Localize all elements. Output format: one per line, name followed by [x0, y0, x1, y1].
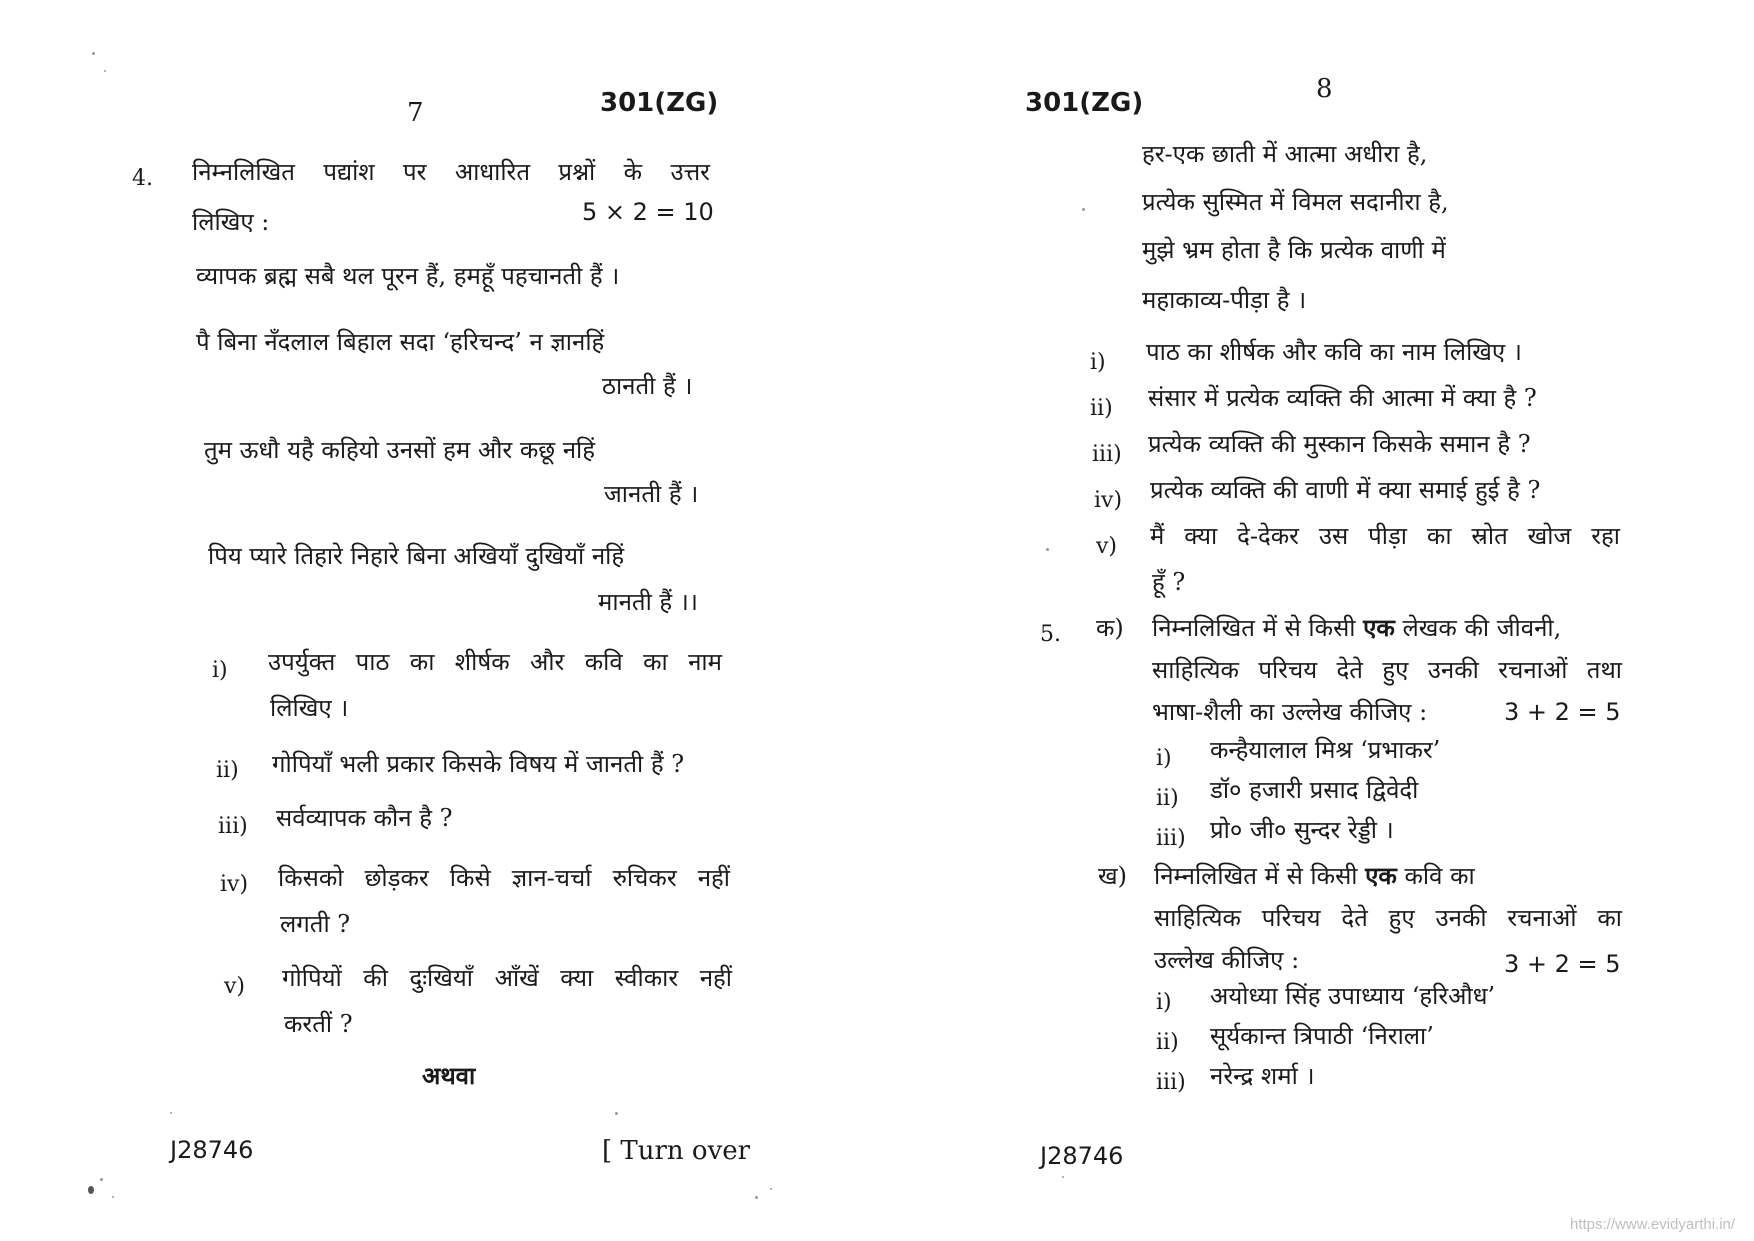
- subquestion-text: संसार में प्रत्येक व्यक्ति की आत्मा में क्या है ?: [1148, 384, 1537, 412]
- subquestion-text: पाठ का शीर्षक और कवि का नाम लिखिए ।: [1146, 338, 1522, 366]
- subquestion-number: i): [1090, 350, 1106, 375]
- page-number: 7: [407, 98, 424, 128]
- subquestion-text-cont: लिखिए ।: [270, 694, 349, 722]
- marks: 3 + 2 = 5: [1504, 950, 1621, 978]
- question-number: 5.: [1040, 622, 1061, 647]
- question-instruction-cont: लिखिए :: [192, 208, 270, 236]
- option-number: iii): [1156, 826, 1186, 851]
- subquestion-text: मैं क्या दे-देकर उस पीड़ा का स्रोत खोज रहा: [1150, 522, 1620, 550]
- poem-line: महाकाव्य-पीड़ा है ।: [1142, 286, 1307, 314]
- question-number: 4.: [132, 166, 153, 191]
- subquestion-number: v): [1096, 534, 1118, 559]
- poem-line: हर-एक छाती में आत्मा अधीरा है,: [1142, 140, 1428, 168]
- or-label: अथवा: [422, 1061, 476, 1090]
- poem-line: पिय प्यारे तिहारे निहारे बिना अखियाँ दुखियाँ नहिं: [208, 542, 625, 570]
- part-text-cont: भाषा-शैली का उल्लेख कीजिए :: [1152, 698, 1428, 726]
- footer-code: J28746: [170, 1136, 254, 1164]
- subquestion-text: प्रत्येक व्यक्ति की वाणी में क्या समाई हुई है ?: [1150, 476, 1541, 504]
- subquestion-text: उपर्युक्त पाठ का शीर्षक और कवि का नाम: [268, 648, 722, 676]
- part-text: निम्नलिखित में से किसी एक लेखक की जीवनी,: [1152, 613, 1562, 642]
- poem-line: ठानती हैं ।: [602, 372, 693, 400]
- turn-over-label: [ Turn over: [602, 1136, 751, 1166]
- subquestion-text-cont: लगती ?: [280, 910, 351, 938]
- subquestion-number: v): [224, 974, 246, 999]
- marks: 3 + 2 = 5: [1504, 698, 1621, 726]
- question-instruction: निम्नलिखित पद्यांश पर आधारित प्रश्नों के उत्तर: [192, 158, 710, 186]
- subquestion-number: ii): [1090, 396, 1113, 421]
- subquestion-text: प्रत्येक व्यक्ति की मुस्कान किसके समान है ?: [1148, 430, 1531, 458]
- poem-line: मुझे भ्रम होता है कि प्रत्येक वाणी में: [1142, 236, 1446, 264]
- poem-line: व्यापक ब्रह्म सबै थल पूरन हैं, हमहूँ पहचानती हैं ।: [196, 262, 620, 290]
- option-number: iii): [1156, 1070, 1186, 1095]
- part-text-cont: उल्लेख कीजिए :: [1154, 946, 1300, 974]
- option-text: प्रो० जी० सुन्दर रेड्डी ।: [1210, 816, 1394, 844]
- paper-code: 301(ZG): [1025, 88, 1144, 118]
- option-number: i): [1156, 990, 1172, 1015]
- paper-code: 301(ZG): [600, 88, 719, 118]
- page-number: 8: [1316, 74, 1333, 104]
- poem-line: पै बिना नँदलाल बिहाल सदा ‘हरिचन्द’ न ज्ञानहिं: [196, 328, 605, 356]
- footer-code: J28746: [1040, 1142, 1124, 1170]
- marks: 5 × 2 = 10: [582, 198, 714, 226]
- option-text: कन्हैयालाल मिश्र ‘प्रभाकर’: [1210, 736, 1441, 764]
- option-text: सूर्यकान्त त्रिपाठी ‘निराला’: [1210, 1022, 1434, 1050]
- option-number: ii): [1156, 786, 1179, 811]
- option-number: ii): [1156, 1030, 1179, 1055]
- subquestion-number: ii): [216, 758, 239, 783]
- subquestion-text: गोपियों की दुःखियाँ आँखें क्या स्वीकार नहीं: [282, 964, 732, 992]
- subquestion-number: i): [212, 658, 228, 683]
- option-text: डॉ० हजारी प्रसाद द्विवेदी: [1210, 776, 1419, 804]
- subquestion-text-cont: हूँ ?: [1152, 568, 1186, 596]
- subquestion-text: किसको छोड़कर किसे ज्ञान-चर्चा रुचिकर नहीं: [278, 864, 730, 892]
- part-label: ख): [1098, 862, 1127, 890]
- part-text-cont: साहित्यिक परिचय देते हुए उनकी रचनाओं तथा: [1152, 656, 1622, 684]
- part-text: निम्नलिखित में से किसी एक कवि का: [1154, 861, 1475, 890]
- subquestion-number: iv): [220, 872, 249, 897]
- subquestion-text: गोपियाँ भली प्रकार किसके विषय में जानती हैं ?: [272, 750, 685, 778]
- watermark-url: https://www.evidyarthi.in/: [1570, 1216, 1736, 1233]
- option-text: अयोध्या सिंह उपाध्याय ‘हरिऔध’: [1210, 982, 1496, 1010]
- part-label: क): [1096, 614, 1124, 642]
- option-number: i): [1156, 746, 1172, 771]
- option-text: नरेन्द्र शर्मा ।: [1210, 1062, 1315, 1090]
- poem-line: प्रत्येक सुस्मित में विमल सदानीरा है,: [1142, 188, 1449, 216]
- poem-line: मानती हैं ।।: [598, 588, 698, 616]
- subquestion-number: iii): [218, 814, 248, 839]
- subquestion-text-cont: करतीं ?: [284, 1010, 353, 1038]
- poem-line: तुम ऊधौ यहै कहियो उनसों हम और कछू नहिं: [204, 436, 595, 464]
- subquestion-text: सर्वव्यापक कौन है ?: [276, 804, 453, 832]
- poem-line: जानती हैं ।: [604, 480, 699, 508]
- subquestion-number: iii): [1092, 442, 1122, 467]
- subquestion-number: iv): [1094, 488, 1123, 513]
- part-text-cont: साहित्यिक परिचय देते हुए उनकी रचनाओं का: [1154, 904, 1622, 932]
